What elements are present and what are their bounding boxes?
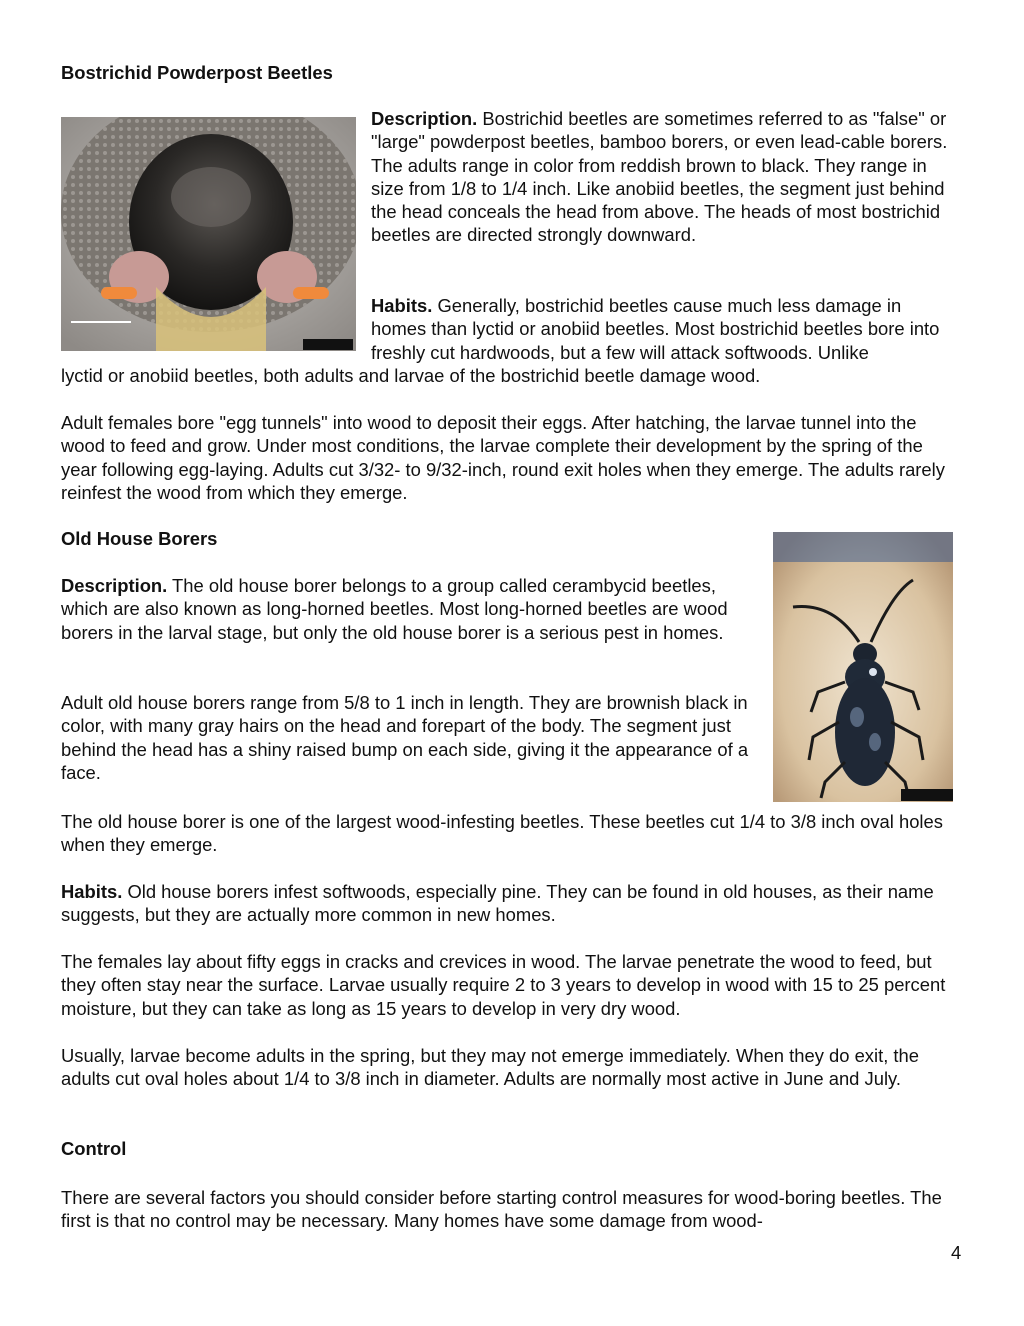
old-house-borer-description (61, 574, 751, 644)
habits-body: Generally, bostrichid beetles cause much less damage in homes than lyctid or anobiid beetles. Most bostrichid beetles bore into freshly cut hardwoods, but a few will attack softwoods. Unlike (371, 295, 940, 363)
bostrichid-egg-tunnels-paragraph: Adult females bore "egg tunnels" into wood to deposit their eggs. After hatching, the larvae tunnel into the wood to feed and grow. Under most conditions, the larvae complete their development by the spring of the year following egg-laying. Adults cut 3/32- to 9/32-inch, round exit holes when they emerge. The adults rarely reinfest the wood from which they emerge. (61, 412, 945, 503)
old-house-borer-largest-paragraph: The old house borer is one of the largest wood-infesting beetles. These beetles cut 1/4 to 3/8 inch oval holes when they emerge. (61, 811, 943, 856)
description-label: Description. (371, 108, 478, 129)
bostrichid-habits-continued: lyctid or anobiid beetles, both adults and larvae of the bostrichid beetle damage wood. (61, 365, 761, 386)
page-number: 4 (951, 1242, 962, 1263)
section-heading-old-house-borers: Old House Borers (61, 528, 218, 549)
habits-label: Habits. (371, 295, 433, 316)
old-house-borer-adults-paragraph: Usually, larvae become adults in the spring, but they may not emerge immediately. When they do exit, the adults cut oval holes about 1/4 to 3/8 inch in diameter. Adults are normally most active in June and July. (61, 1045, 919, 1090)
habits-body: Old house borers infest softwoods, especially pine. They can be found in old houses, as their name suggests, but they are actually more common in new homes. (61, 881, 934, 926)
description-body: The old house borer belongs to a group called cerambycid beetles, which are also known as long-horned beetles. Most long-horned beetles are wood borers in the larval stage, but only the old house borer is a serious pest in homes. (61, 575, 728, 643)
habits-label: Habits. (61, 881, 123, 902)
description-label: Description. (61, 575, 168, 596)
old-house-borer-habits (61, 880, 961, 927)
old-house-borer-eggs-paragraph: The females lay about fifty eggs in cracks and crevices in wood. The larvae penetrate the wood to feed, but they often stay near the surface. Larvae usually require 2 to 3 years to develop in wood with 15 to 25 percent moisture, but they can take as long as 15 years to develop in very dry wood. (61, 951, 946, 1019)
bostrichid-description (371, 107, 959, 247)
section-heading-control: Control (61, 1138, 127, 1159)
description-body: Bostrichid beetles are sometimes referred to as "false" or "large" powderpost beetles, bamboo borers, or even lead-cable borers. The adults range in color from reddish brown to black. They range in size from 1/8 to 1/4 inch. Like anobiid beetles, the segment just behind the head conceals the head from above. The heads of most bostrichid beetles are directed strongly downward. (371, 108, 948, 246)
bostrichid-habits (371, 294, 959, 364)
bostrichid-beetle-photo (61, 117, 356, 351)
section-heading-bostrichid: Bostrichid Powderpost Beetles (61, 62, 333, 83)
old-house-borer-size-paragraph: Adult old house borers range from 5/8 to 1 inch in length. They are brownish black in color, with many gray hairs on the head and forepart of the body. The segment just behind the head has a shiny raised bump on each side, giving it the appearance of a face. (61, 692, 749, 783)
old-house-borer-photo (773, 532, 953, 802)
control-paragraph: There are several factors you should consider before starting control measures for wood-boring beetles. The first is that no control may be necessary. Many homes have some damage from wood- (61, 1187, 942, 1232)
